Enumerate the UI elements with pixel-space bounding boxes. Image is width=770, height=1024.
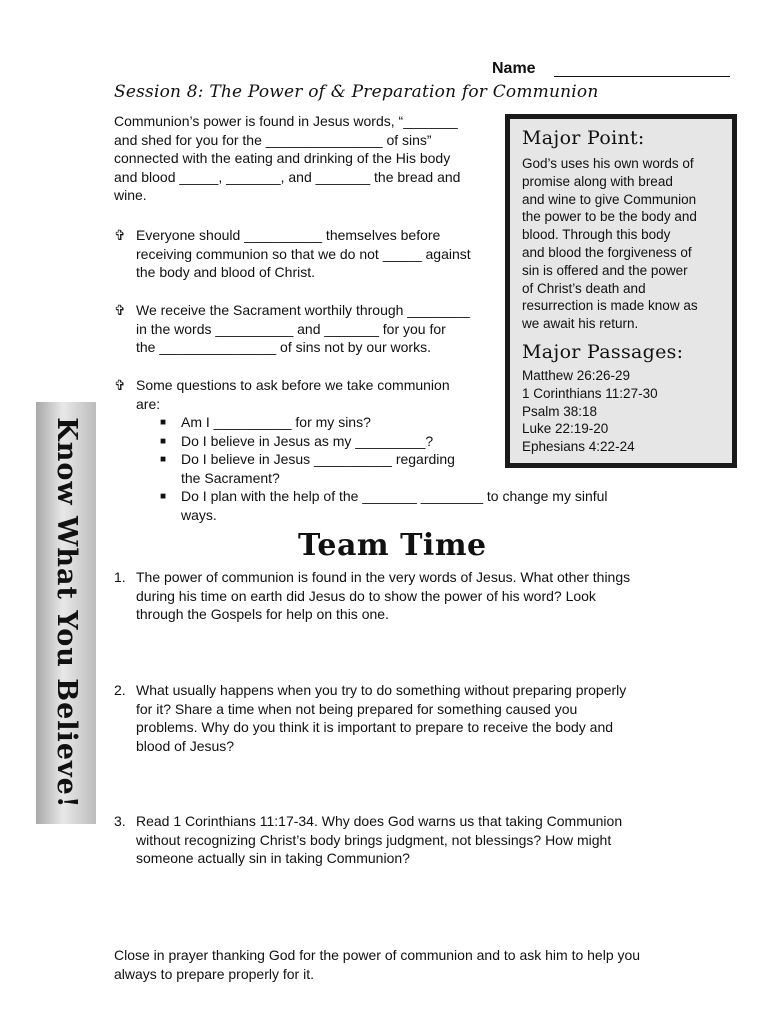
question-line: without recognizing Christ’s body brings judgment, not blessings? How might (136, 831, 612, 848)
major-point-line: we await his return. (522, 316, 639, 332)
sub-question: Do I believe in Jesus as my _________? (181, 432, 434, 449)
closing-prayer (114, 946, 714, 983)
intro-line: Communion’s power is found in Jesus words, “_______ (114, 113, 458, 129)
closing-line: Close in prayer thanking God for the power of communion and to ask him to help you (114, 947, 641, 963)
sub-question: Do I plan with the help of the _______ ________ to change my sinful (181, 488, 608, 504)
question-line: Read 1 Corinthians 11:17-34. Why does God warns us that taking Communion (136, 813, 623, 829)
square-bullet-icon: ■ (160, 454, 167, 465)
sub-question-cont: the Sacrament? (181, 469, 280, 486)
question-line: What usually happens when you try to do something without preparing properly (136, 682, 627, 698)
sidebar-text: Know What You Believe! (51, 417, 82, 809)
bullet-line: are: (136, 395, 161, 412)
question-line: for it? Share a time when not being prepared for something caused you (136, 700, 578, 717)
bullet-line: We receive the Sacrament worthily through ________ (136, 302, 470, 318)
question-number: 3. (114, 813, 126, 829)
question-line: during his time on earth did Jesus do to show the power of his word? Look (136, 587, 596, 604)
major-passages-heading: Major Passages: (522, 340, 684, 363)
intro-line: and blood _____, _______, and _______ the bread and (114, 168, 461, 185)
name-blank-line[interactable] (554, 76, 730, 77)
intro-line: connected with the eating and drinking of the His body (114, 150, 451, 166)
major-point-line: sin is offered and the power (522, 262, 688, 278)
name-label: Name (492, 60, 536, 77)
bullet-line: the _______________ of sins not by our works. (136, 339, 431, 355)
know-what-you-believe-sidebar (36, 402, 96, 824)
question-line: blood of Jesus? (136, 737, 235, 754)
sub-question: Do I believe in Jesus __________ regarding (181, 451, 455, 467)
bullet-item (114, 376, 504, 416)
major-point-line: of Christ’s death and (522, 280, 646, 296)
bullet-line: the body and blood of Christ. (136, 264, 316, 280)
passage-item: Matthew 26:26-29 (522, 367, 631, 383)
bullet-line: Some questions to ask before we take communion (136, 377, 450, 393)
passage-item: Ephesians 4:22-24 (522, 439, 635, 455)
question-number: 1. (114, 569, 126, 585)
name-field (492, 60, 732, 80)
bullet-item (114, 226, 504, 286)
intro-line: wine. (114, 187, 147, 203)
cross-bullet-icon: ✞ (114, 302, 126, 318)
intro-paragraph (114, 112, 499, 205)
team-question (114, 681, 694, 757)
question-line: through the Gospels for help on this one. (136, 606, 389, 622)
major-point-line: resurrection is made know as (522, 298, 698, 314)
square-bullet-icon: ■ (160, 435, 167, 447)
question-number: 2. (114, 682, 126, 698)
team-time-heading: Team Time (298, 528, 487, 563)
bullet-item (114, 301, 504, 361)
major-point-line: the power to be the body and (522, 209, 697, 225)
major-point-text (522, 155, 732, 333)
major-point-heading: Major Point: (522, 127, 645, 149)
passage-item: Luke 22:19-20 (522, 421, 609, 437)
sub-question: Am I __________ for my sins? (181, 414, 371, 430)
major-point-line: and blood the forgiveness of (522, 244, 692, 260)
passage-item: 1 Corinthians 11:27-30 (522, 385, 658, 401)
major-point-line: blood. Through this body (522, 227, 671, 243)
bullet-line: Everyone should __________ themselves before (136, 227, 441, 243)
intro-line: and shed for you for the _______________ of sins” (114, 131, 432, 148)
major-point-line: promise along with bread (522, 173, 673, 189)
session-title: Session 8: The Power of & Preparation for Communion (114, 82, 599, 102)
square-bullet-icon: ■ (160, 417, 167, 428)
team-question (114, 812, 694, 872)
bullet-line: in the words __________ and _______ for you for (136, 320, 446, 337)
passage-list (522, 367, 732, 456)
bullet-line: receiving communion so that we do not _____ against (136, 245, 471, 262)
sub-question-cont: ways. (181, 506, 217, 523)
cross-bullet-icon: ✞ (114, 227, 126, 243)
team-question (114, 568, 694, 628)
passage-item: Psalm 38:18 (522, 403, 598, 419)
question-line: The power of communion is found in the very words of Jesus. What other things (136, 569, 631, 585)
major-point-line: God’s uses his own words of (522, 156, 694, 171)
square-bullet-icon: ■ (160, 491, 167, 502)
question-line: someone actually sin in taking Communion? (136, 850, 410, 866)
question-line: problems. Why do you think it is important to prepare to receive the body and (136, 719, 614, 735)
cross-bullet-icon: ✞ (114, 377, 126, 393)
major-point-line: and wine to give Communion (522, 191, 697, 207)
major-point-box (505, 114, 737, 468)
closing-line: always to prepare properly for it. (114, 965, 314, 982)
